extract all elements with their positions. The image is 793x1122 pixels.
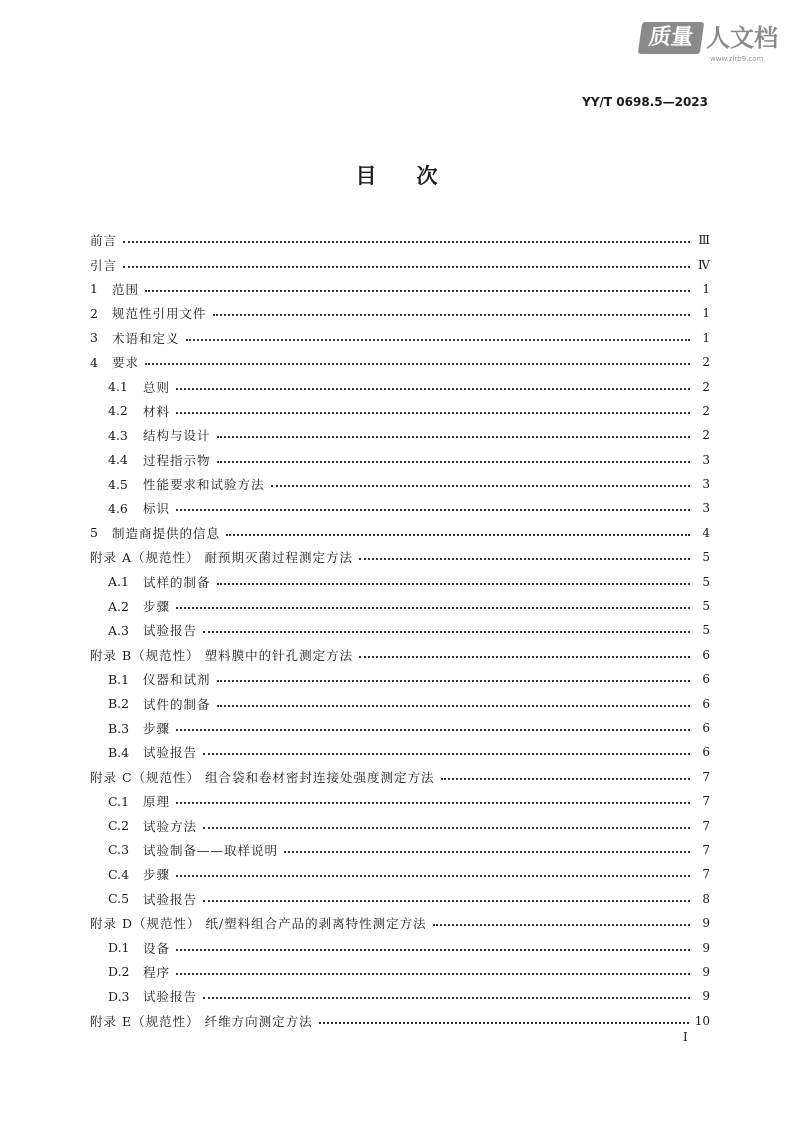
toc-entry-label: 术语和定义 [112, 330, 180, 346]
watermark-logo [640, 19, 782, 65]
toc-entry-label: 标识 [143, 501, 171, 517]
toc-entry-page: 7 [702, 867, 710, 882]
toc-entry-page: 2 [702, 403, 710, 418]
toc-entry[interactable] [90, 569, 710, 593]
toc-entry-page: 5 [702, 574, 710, 589]
toc-entry-label: 试件的制备 [143, 696, 211, 712]
toc-entry-number: 1 [90, 281, 98, 297]
toc-entry[interactable] [90, 667, 710, 691]
toc-entry-number: 4.6 [108, 500, 128, 516]
dot-leader [123, 241, 690, 243]
page-number: I [683, 1030, 688, 1044]
page-title: 目次 [355, 164, 478, 188]
toc-entry-label: 试验方法 [143, 818, 198, 834]
toc-entry-page: 3 [702, 477, 710, 492]
toc-entry-number: C.1 [108, 793, 130, 809]
toc-entry[interactable] [90, 252, 710, 276]
toc-entry-number: 3 [90, 330, 98, 346]
dot-leader [433, 924, 690, 926]
toc-entry-label: 设备 [143, 940, 171, 956]
dot-leader [359, 656, 690, 658]
toc-entry-number: C.5 [108, 891, 130, 907]
toc-entry[interactable] [90, 301, 710, 325]
toc-entry[interactable] [90, 228, 710, 252]
toc-entry[interactable] [90, 765, 710, 789]
toc-entry-number: D.2 [108, 964, 130, 980]
toc-entry[interactable] [90, 277, 710, 301]
toc-entry-page: 1 [702, 330, 710, 345]
toc-entry-page: 7 [702, 818, 710, 833]
toc-entry-label: 程序 [143, 964, 171, 980]
dot-leader [176, 729, 690, 731]
toc-entry-page: 9 [702, 916, 710, 931]
toc-entry-page: 8 [702, 891, 710, 906]
toc-entry[interactable] [90, 643, 710, 667]
toc-entry-page: 5 [702, 550, 710, 565]
toc-entry-page: 9 [702, 989, 710, 1004]
toc-entry[interactable] [90, 374, 710, 398]
toc-entry-number: C.3 [108, 842, 130, 858]
toc-entry[interactable] [90, 448, 710, 472]
toc-entry-page: 9 [702, 964, 710, 979]
toc-entry-page: 7 [702, 794, 710, 809]
toc-entry[interactable] [90, 691, 710, 715]
toc-entry[interactable] [90, 521, 710, 545]
dot-leader [203, 827, 690, 829]
dot-leader [217, 583, 690, 585]
dot-leader [203, 753, 690, 755]
toc-entry-number: 4.5 [108, 476, 128, 492]
toc-entry-page: 4 [702, 525, 710, 540]
logo-text: 人文档 [706, 24, 778, 52]
dot-leader [203, 900, 690, 902]
toc-entry-page: 6 [702, 672, 710, 687]
dot-leader [226, 534, 690, 536]
toc-entry-label: 规范性引用文件 [112, 306, 207, 322]
toc-entry[interactable] [90, 350, 710, 374]
toc-entry[interactable] [90, 887, 710, 911]
dot-leader [176, 802, 690, 804]
dot-leader [203, 997, 690, 999]
toc-entry-page: 5 [702, 599, 710, 614]
toc-entry-label: 范围 [112, 281, 140, 297]
toc-entry-number: A.1 [108, 574, 129, 590]
dot-leader [176, 412, 690, 414]
toc-entry[interactable] [90, 399, 710, 423]
toc-entry[interactable] [90, 618, 710, 642]
toc-entry-page: 5 [702, 623, 710, 638]
toc-entry-page: 7 [702, 842, 710, 857]
toc-entry-label: 试样的制备 [143, 574, 211, 590]
toc-entry-label: 试验报告 [143, 989, 198, 1005]
toc-entry[interactable] [90, 813, 710, 837]
toc-entry-number: B.2 [108, 696, 130, 712]
toc-entry[interactable] [90, 960, 710, 984]
dot-leader [145, 363, 690, 365]
toc-entry-number: A.2 [108, 598, 129, 614]
toc-entry-page: 6 [702, 745, 710, 760]
toc-entry-page: 10 [694, 1013, 710, 1028]
toc-entry-page: 2 [702, 379, 710, 394]
toc-entry[interactable] [90, 594, 710, 618]
toc-entry-page: 6 [702, 696, 710, 711]
toc-entry[interactable] [90, 1009, 710, 1033]
toc-entry-label: 材料 [143, 403, 171, 419]
dot-leader [319, 1022, 689, 1024]
toc-entry-number: D.3 [108, 988, 130, 1004]
toc-entry-label: 制造商提供的信息 [112, 525, 221, 541]
toc-entry-label: 步骤 [143, 867, 171, 883]
dot-leader [217, 705, 690, 707]
toc-entry-label: 附录 C（规范性） 组合袋和卷材密封连接处强度测定方法 [90, 769, 435, 785]
toc-entry-label: 步骤 [143, 721, 171, 736]
toc-entry-number: 4 [90, 354, 98, 370]
toc-entry-number: C.2 [108, 818, 130, 834]
toc-entry-page: Ⅳ [698, 257, 710, 272]
dot-leader [284, 851, 690, 853]
toc-entry-number: 2 [90, 305, 98, 321]
toc-entry-number: D.1 [108, 940, 130, 956]
toc-entry[interactable] [90, 472, 710, 496]
toc-entry-label: 附录 B（规范性） 塑料膜中的针孔测定方法 [90, 647, 354, 663]
dot-leader [186, 339, 690, 341]
dot-leader [176, 607, 690, 609]
toc-entry-page: 1 [702, 306, 710, 321]
table-of-contents [90, 228, 710, 1033]
toc-entry-label: 引言 [90, 257, 118, 273]
toc-entry[interactable] [90, 496, 710, 520]
toc-entry-page: 3 [702, 501, 710, 516]
toc-entry-number: A.3 [108, 622, 129, 638]
toc-entry[interactable] [90, 789, 710, 813]
toc-entry[interactable] [90, 423, 710, 447]
toc-entry-page: Ⅲ [698, 233, 710, 248]
dot-leader [123, 266, 690, 268]
toc-entry[interactable] [90, 716, 710, 740]
dot-leader [176, 949, 690, 951]
toc-entry-label: 原理 [143, 794, 171, 810]
toc-entry-number: 4.4 [108, 452, 128, 468]
toc-entry-label: 试验报告 [143, 891, 198, 907]
toc-entry-label: 试验报告 [143, 623, 198, 639]
toc-entry-label: 仪器和试剂 [143, 672, 211, 688]
toc-entry[interactable] [90, 984, 710, 1008]
dot-leader [217, 680, 690, 682]
dot-leader [217, 436, 690, 438]
toc-entry-label: 试验制备——取样说明 [143, 842, 279, 858]
toc-entry-label: 附录 E（规范性） 纤维方向测定方法 [90, 1013, 313, 1029]
toc-entry-label: 要求 [112, 355, 140, 371]
toc-entry-page: 7 [702, 769, 710, 784]
logo-url: www.zlrb9.com [710, 55, 764, 63]
toc-entry-number: 4.1 [108, 379, 128, 395]
toc-entry-page: 2 [702, 355, 710, 370]
dot-leader [213, 314, 690, 316]
logo-box: 质量 [638, 22, 704, 54]
dot-leader [176, 875, 690, 877]
toc-entry-number: 5 [90, 525, 98, 541]
toc-entry-number: B.1 [108, 671, 130, 687]
dot-leader [145, 290, 690, 292]
toc-entry-number: B.4 [108, 744, 130, 760]
toc-entry-page: 3 [702, 452, 710, 467]
toc-entry-page: 6 [702, 647, 710, 662]
toc-entry-label: 步骤 [143, 599, 171, 615]
dot-leader [441, 778, 690, 780]
toc-entry-number: B.3 [108, 720, 130, 736]
toc-entry-number: 4.3 [108, 427, 128, 443]
toc-entry-label: 前言 [90, 233, 118, 249]
toc-entry-label: 过程指示物 [143, 452, 211, 468]
dot-leader [176, 509, 690, 511]
toc-entry[interactable] [90, 911, 710, 935]
dot-leader [176, 388, 690, 390]
toc-entry-label: 总则 [143, 379, 171, 395]
toc-entry[interactable] [90, 838, 710, 862]
toc-entry-label: 性能要求和试验方法 [143, 477, 265, 493]
dot-leader [271, 485, 690, 487]
standard-code: YY/T 0698.5—2023 [582, 95, 708, 109]
toc-entry-page: 1 [702, 281, 710, 296]
toc-entry[interactable] [90, 326, 710, 350]
dot-leader [176, 973, 690, 975]
toc-entry-label: 附录 A（规范性） 耐预期灭菌过程测定方法 [90, 550, 353, 566]
toc-entry-number: 4.2 [108, 403, 128, 419]
toc-entry[interactable] [90, 862, 710, 886]
toc-entry-page: 9 [702, 940, 710, 955]
dot-leader [203, 631, 690, 633]
toc-entry[interactable] [90, 545, 710, 569]
toc-entry[interactable] [90, 740, 710, 764]
toc-entry-number: C.4 [108, 866, 130, 882]
toc-entry[interactable] [90, 935, 710, 959]
toc-entry-label: 附录 D（规范性） 纸/塑料组合产品的剥离特性测定方法 [90, 916, 427, 932]
toc-entry-label: 结构与设计 [143, 428, 211, 444]
toc-entry-page: 6 [702, 721, 710, 735]
toc-entry-label: 试验报告 [143, 745, 198, 761]
dot-leader [359, 558, 690, 560]
dot-leader [217, 461, 690, 463]
toc-entry-page: 2 [702, 428, 710, 443]
